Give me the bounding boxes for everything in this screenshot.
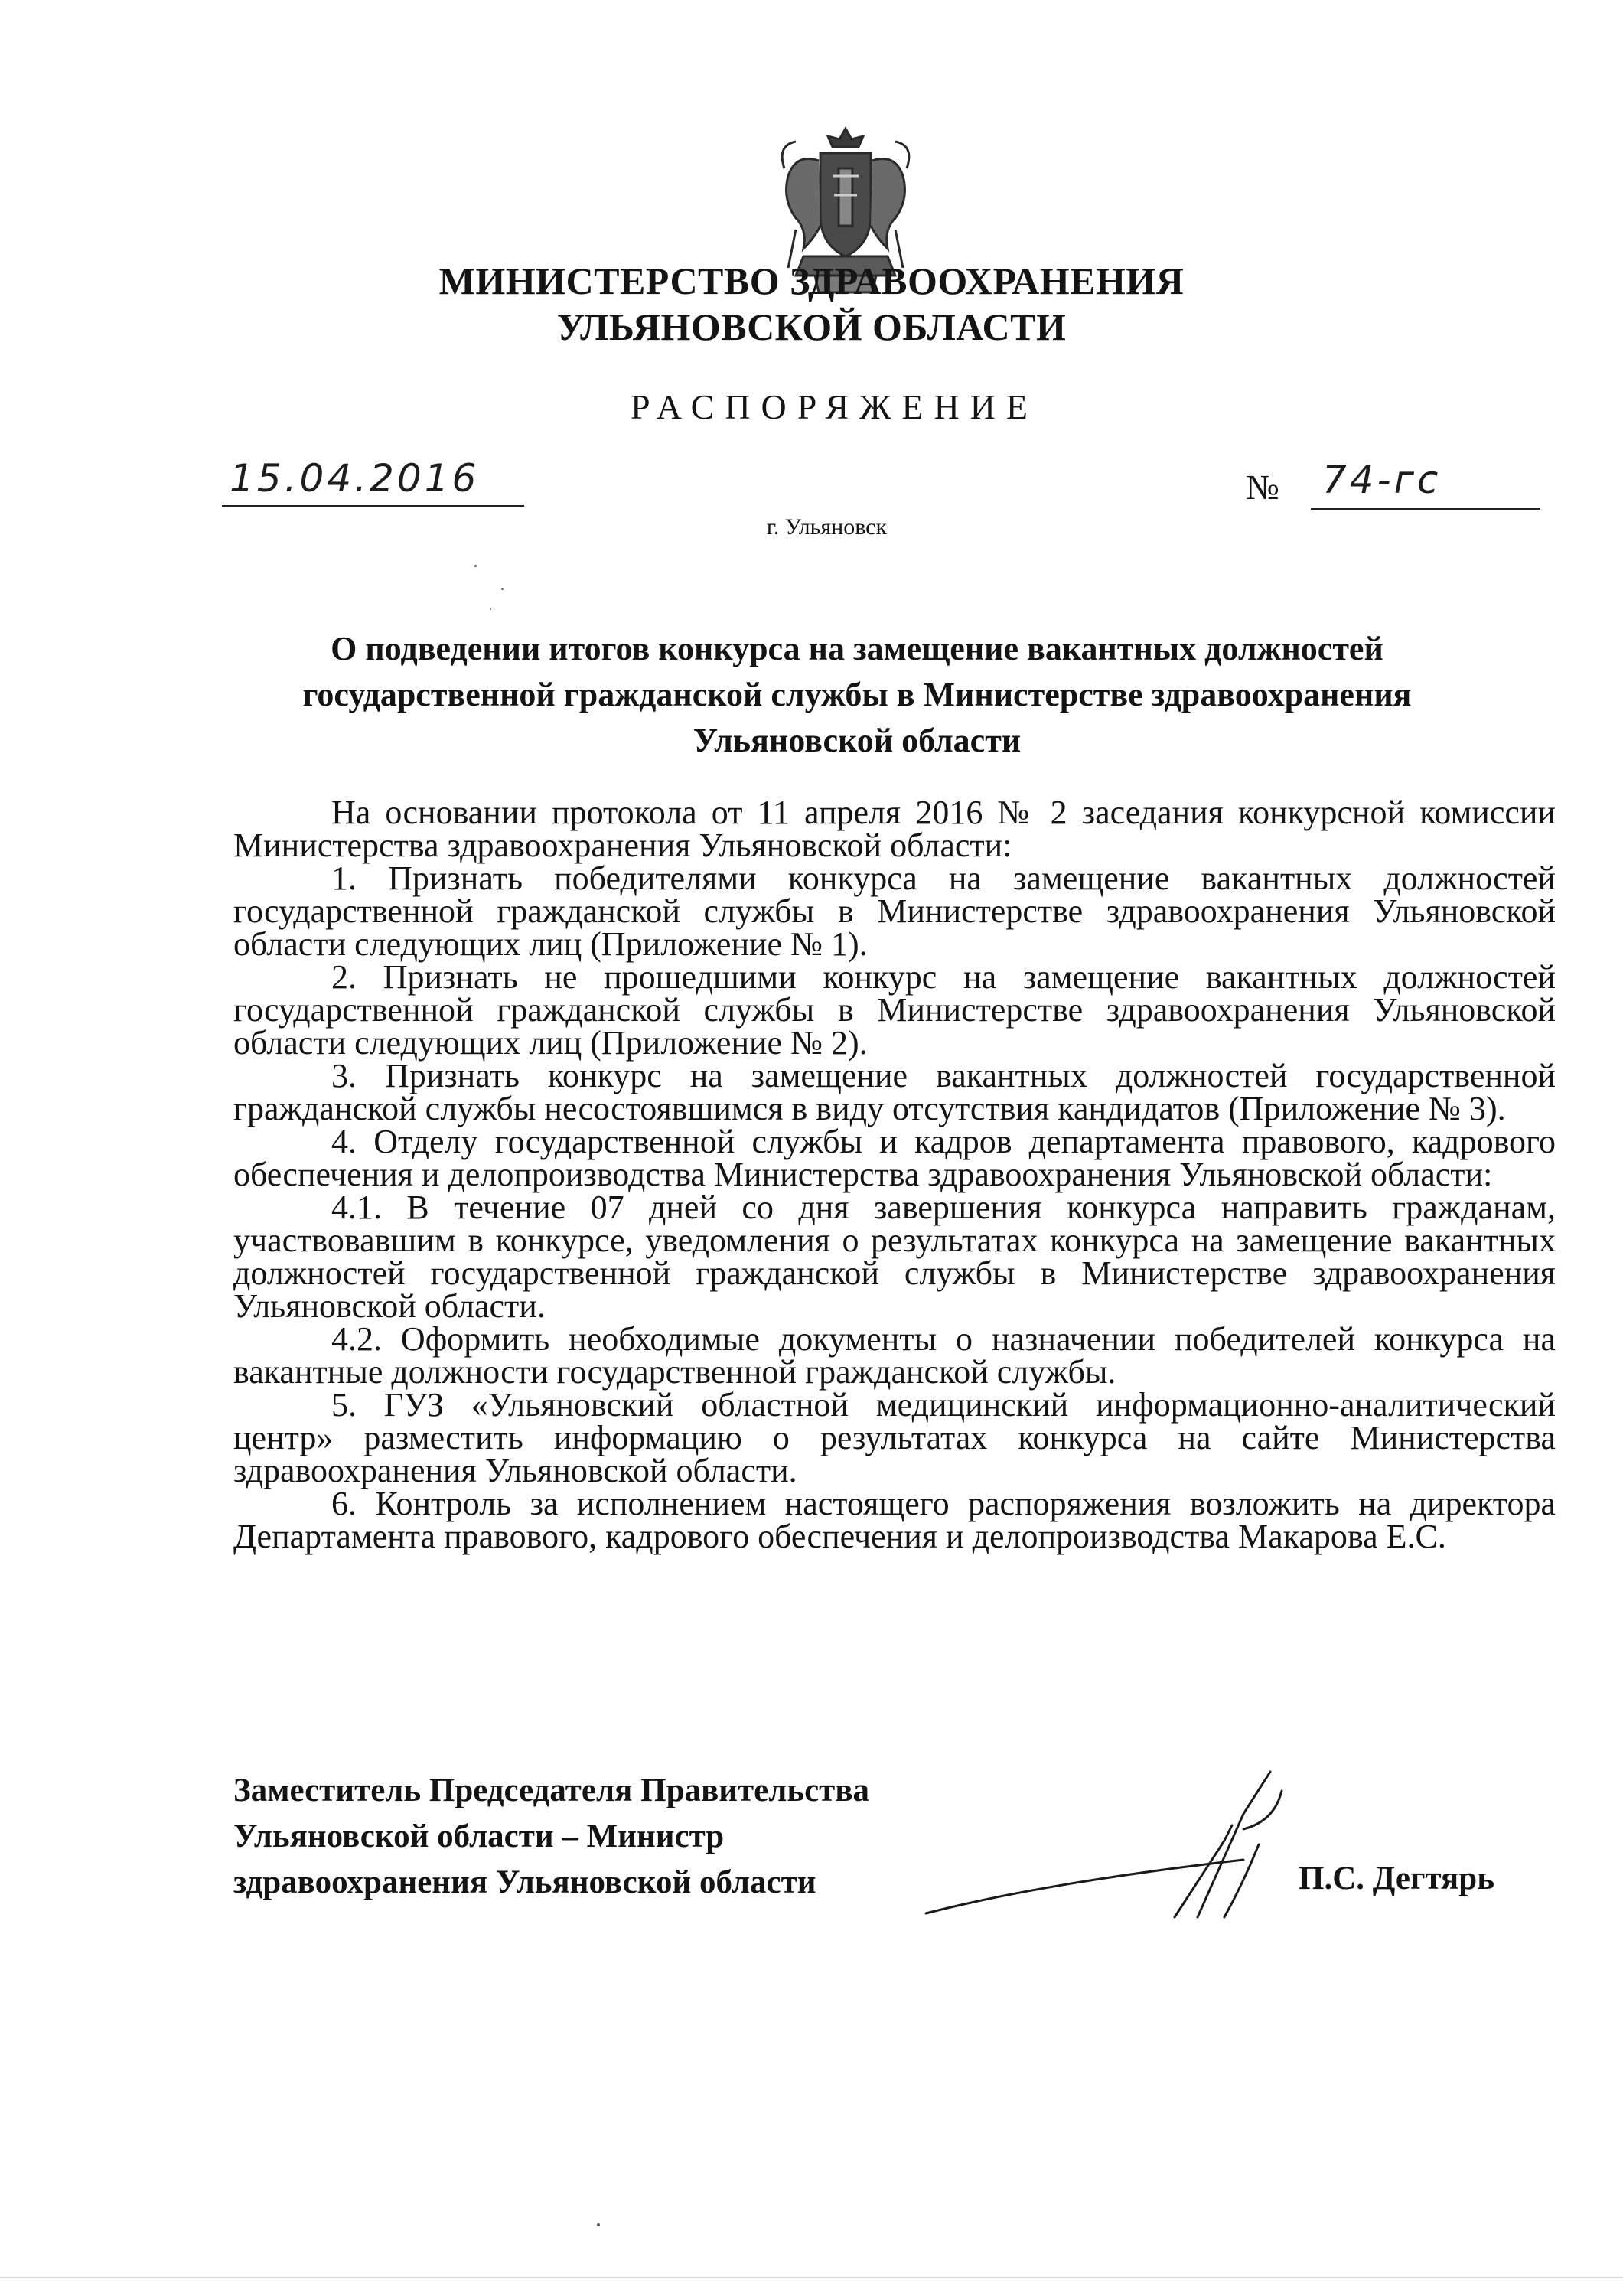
body-item-4-2: 4.2. Оформить необходимые документы о назначении победителей конкурса на вакантные должности государственной гражданской службы.	[233, 1320, 1556, 1391]
document-number-field	[1246, 458, 1544, 514]
scan-speck	[474, 565, 477, 567]
body-item-3: 3. Признать конкурс на замещение вакантных должностей государственной гражданской службы несостоявшимся в виду отсутствия кандидатов (Приложение № 3).	[233, 1057, 1556, 1127]
signatory-title	[233, 1768, 869, 1906]
ministry-name-line2: УЛЬЯНОВСКОЙ ОБЛАСТИ	[556, 305, 1067, 348]
signatory-name: П.С. Дегтярь	[1299, 1861, 1494, 1896]
handwritten-signature	[922, 1768, 1320, 1929]
scan-speck	[597, 2223, 600, 2226]
document-number: 74-гс	[1322, 458, 1442, 502]
city-location: г. Ульяновск	[766, 514, 888, 540]
body-item-6: 6. Контроль за исполнением настоящего распоряжения возложить на директора Департамента правового, кадрового обеспечения и делопроизводства Макарова Е.С.	[233, 1485, 1556, 1555]
scan-edge-line	[0, 2277, 1623, 2278]
document-date: 15.04.2016	[230, 456, 480, 501]
body-item-2: 2. Признать не прошедшими конкурс на замещение вакантных должностей государственной гражданской службы в Министерстве здравоохранения Ульяновской области следующих лиц (Приложение № 2).	[233, 958, 1556, 1062]
body-item-4-1: 4.1. В течение 07 дней со дня завершения конкурса направить гражданам, участвовавшим в конкурсе, уведомления о результатах конкурса на замещение вакантных должностей государственной гражданской службы в Министерстве здравоохранения Ульяновской области.	[233, 1189, 1556, 1325]
ministry-name-line1: МИНИСТЕРСТВО ЗДРАВООХРАНЕНИЯ	[438, 259, 1185, 302]
body-item-5: 5. ГУЗ «Ульяновский областной медицинский информационно-аналитический центр» разместить информацию о результатах конкурса на сайте Министерства здравоохранения Ульяновской области.	[233, 1386, 1556, 1489]
number-sign: №	[1246, 468, 1279, 507]
body-item-4: 4. Отделу государственной службы и кадров департамента правового, кадрового обеспечения и делопроизводства Министерства здравоохранения Ульяновской области:	[233, 1123, 1556, 1193]
title-line1: О подведении итогов конкурса на замещение вакантных должностей	[331, 630, 1383, 667]
date-underline	[222, 505, 524, 507]
number-underline	[1311, 508, 1540, 510]
signatory-title-line2: Ульяновской области – Министр	[233, 1818, 725, 1854]
document-body	[233, 796, 1556, 1553]
body-item-1: 1. Признать победителями конкурса на замещение вакантных должностей государственной гражданской службы в Министерстве здравоохранения Ульяновской области следующих лиц (Приложение № 1).	[233, 859, 1556, 963]
signatory-title-line3: здравоохранения Ульяновской области	[233, 1864, 816, 1900]
title-line3: Ульяновской области	[693, 722, 1022, 759]
body-intro: На основании протокола от 11 апреля 2016 № 2 заседания конкурсной комиссии Министерства здравоохранения Ульяновской области:	[233, 794, 1556, 864]
scan-speck	[501, 588, 504, 590]
document-title	[214, 626, 1500, 764]
document-type: РАСПОРЯЖЕНИЕ	[631, 387, 1038, 426]
document-date-field	[222, 456, 524, 510]
signatory-title-line1: Заместитель Председателя Правительства	[233, 1773, 870, 1808]
title-line2: государственной гражданской службы в Министерстве здравоохранения	[302, 676, 1412, 713]
scan-speck	[490, 608, 491, 610]
